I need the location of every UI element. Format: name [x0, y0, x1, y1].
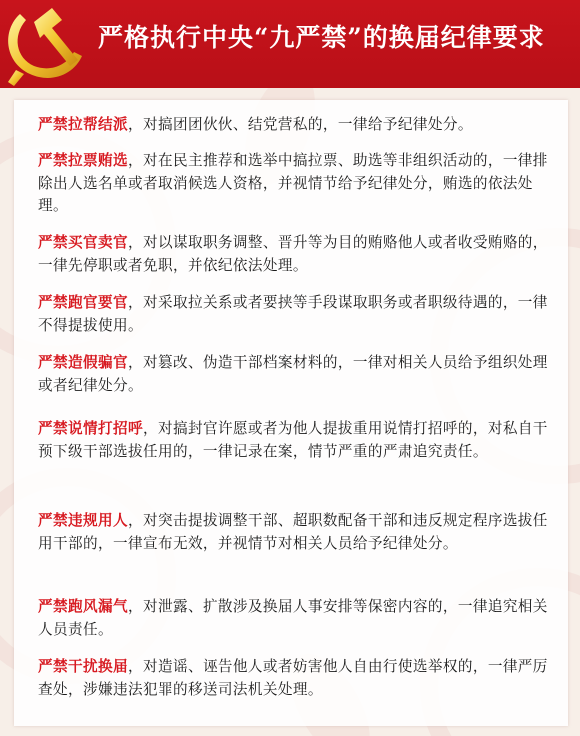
item-label: 严禁买官卖官	[38, 234, 128, 251]
item-text: ，对以谋取职务调整、晋升等为目的贿赂他人或者收受贿赂的，一律先停职或者免职，并依纪依法处理。	[38, 234, 548, 274]
item-label: 严禁违规用人	[38, 512, 128, 529]
list-item	[38, 352, 552, 397]
list-item	[38, 150, 552, 218]
header-banner	[0, 0, 580, 88]
item-text: ，对造谣、诬告他人或者妨害他人自由行使选举权的，一律严厉查处，涉嫌违法犯罪的移送司法机关处理。	[38, 658, 548, 698]
list-item	[38, 232, 552, 277]
list-item	[38, 114, 552, 137]
page-title: 严格执行中央“九严禁”的换届纪律要求	[98, 23, 545, 52]
item-text: ，对采取拉关系或者要挟等手段谋取职务或者职级待遇的，一律不得提拔使用。	[38, 294, 548, 334]
item-label: 严禁拉帮结派	[38, 116, 128, 133]
list-item	[38, 292, 552, 337]
party-emblem-icon	[0, 0, 92, 90]
item-text: ，对在民主推荐和选举中搞拉票、助选等非组织活动的，一律排除出人选名单或者取消候选人资格，并视情节给予纪律处分，贿选的依法处理。	[38, 152, 548, 215]
content-panel	[14, 100, 568, 726]
item-label: 严禁干扰换届	[38, 658, 128, 675]
list-item	[38, 596, 552, 641]
list-item	[38, 418, 552, 463]
item-text: ，对突击提拔调整干部、超职数配备干部和违反规定程序选拔任用干部的，一律宣布无效，并视情节对相关人员给予纪律处分。	[38, 512, 548, 552]
item-label: 严禁拉票贿选	[38, 152, 128, 169]
item-label: 严禁跑风漏气	[38, 598, 128, 615]
item-label: 严禁造假骗官	[38, 354, 128, 371]
item-label: 严禁说情打招呼	[38, 420, 143, 437]
item-label: 严禁跑官要官	[38, 294, 128, 311]
item-text: ，对泄露、扩散涉及换届人事安排等保密内容的，一律追究相关人员责任。	[38, 598, 548, 638]
item-text: ，对搞封官许愿或者为他人提拔重用说情打招呼的，对私自干预下级干部选拔任用的，一律记录在案，情节严重的严肃追究责任。	[38, 420, 548, 460]
item-text: ，对篡改、伪造干部档案材料的，一律对相关人员给予组织处理或者纪律处分。	[38, 354, 548, 394]
item-text: ，对搞团团伙伙、结党营私的，一律给予纪律处分。	[127, 116, 473, 133]
list-item	[38, 656, 552, 701]
list-item	[38, 510, 552, 555]
